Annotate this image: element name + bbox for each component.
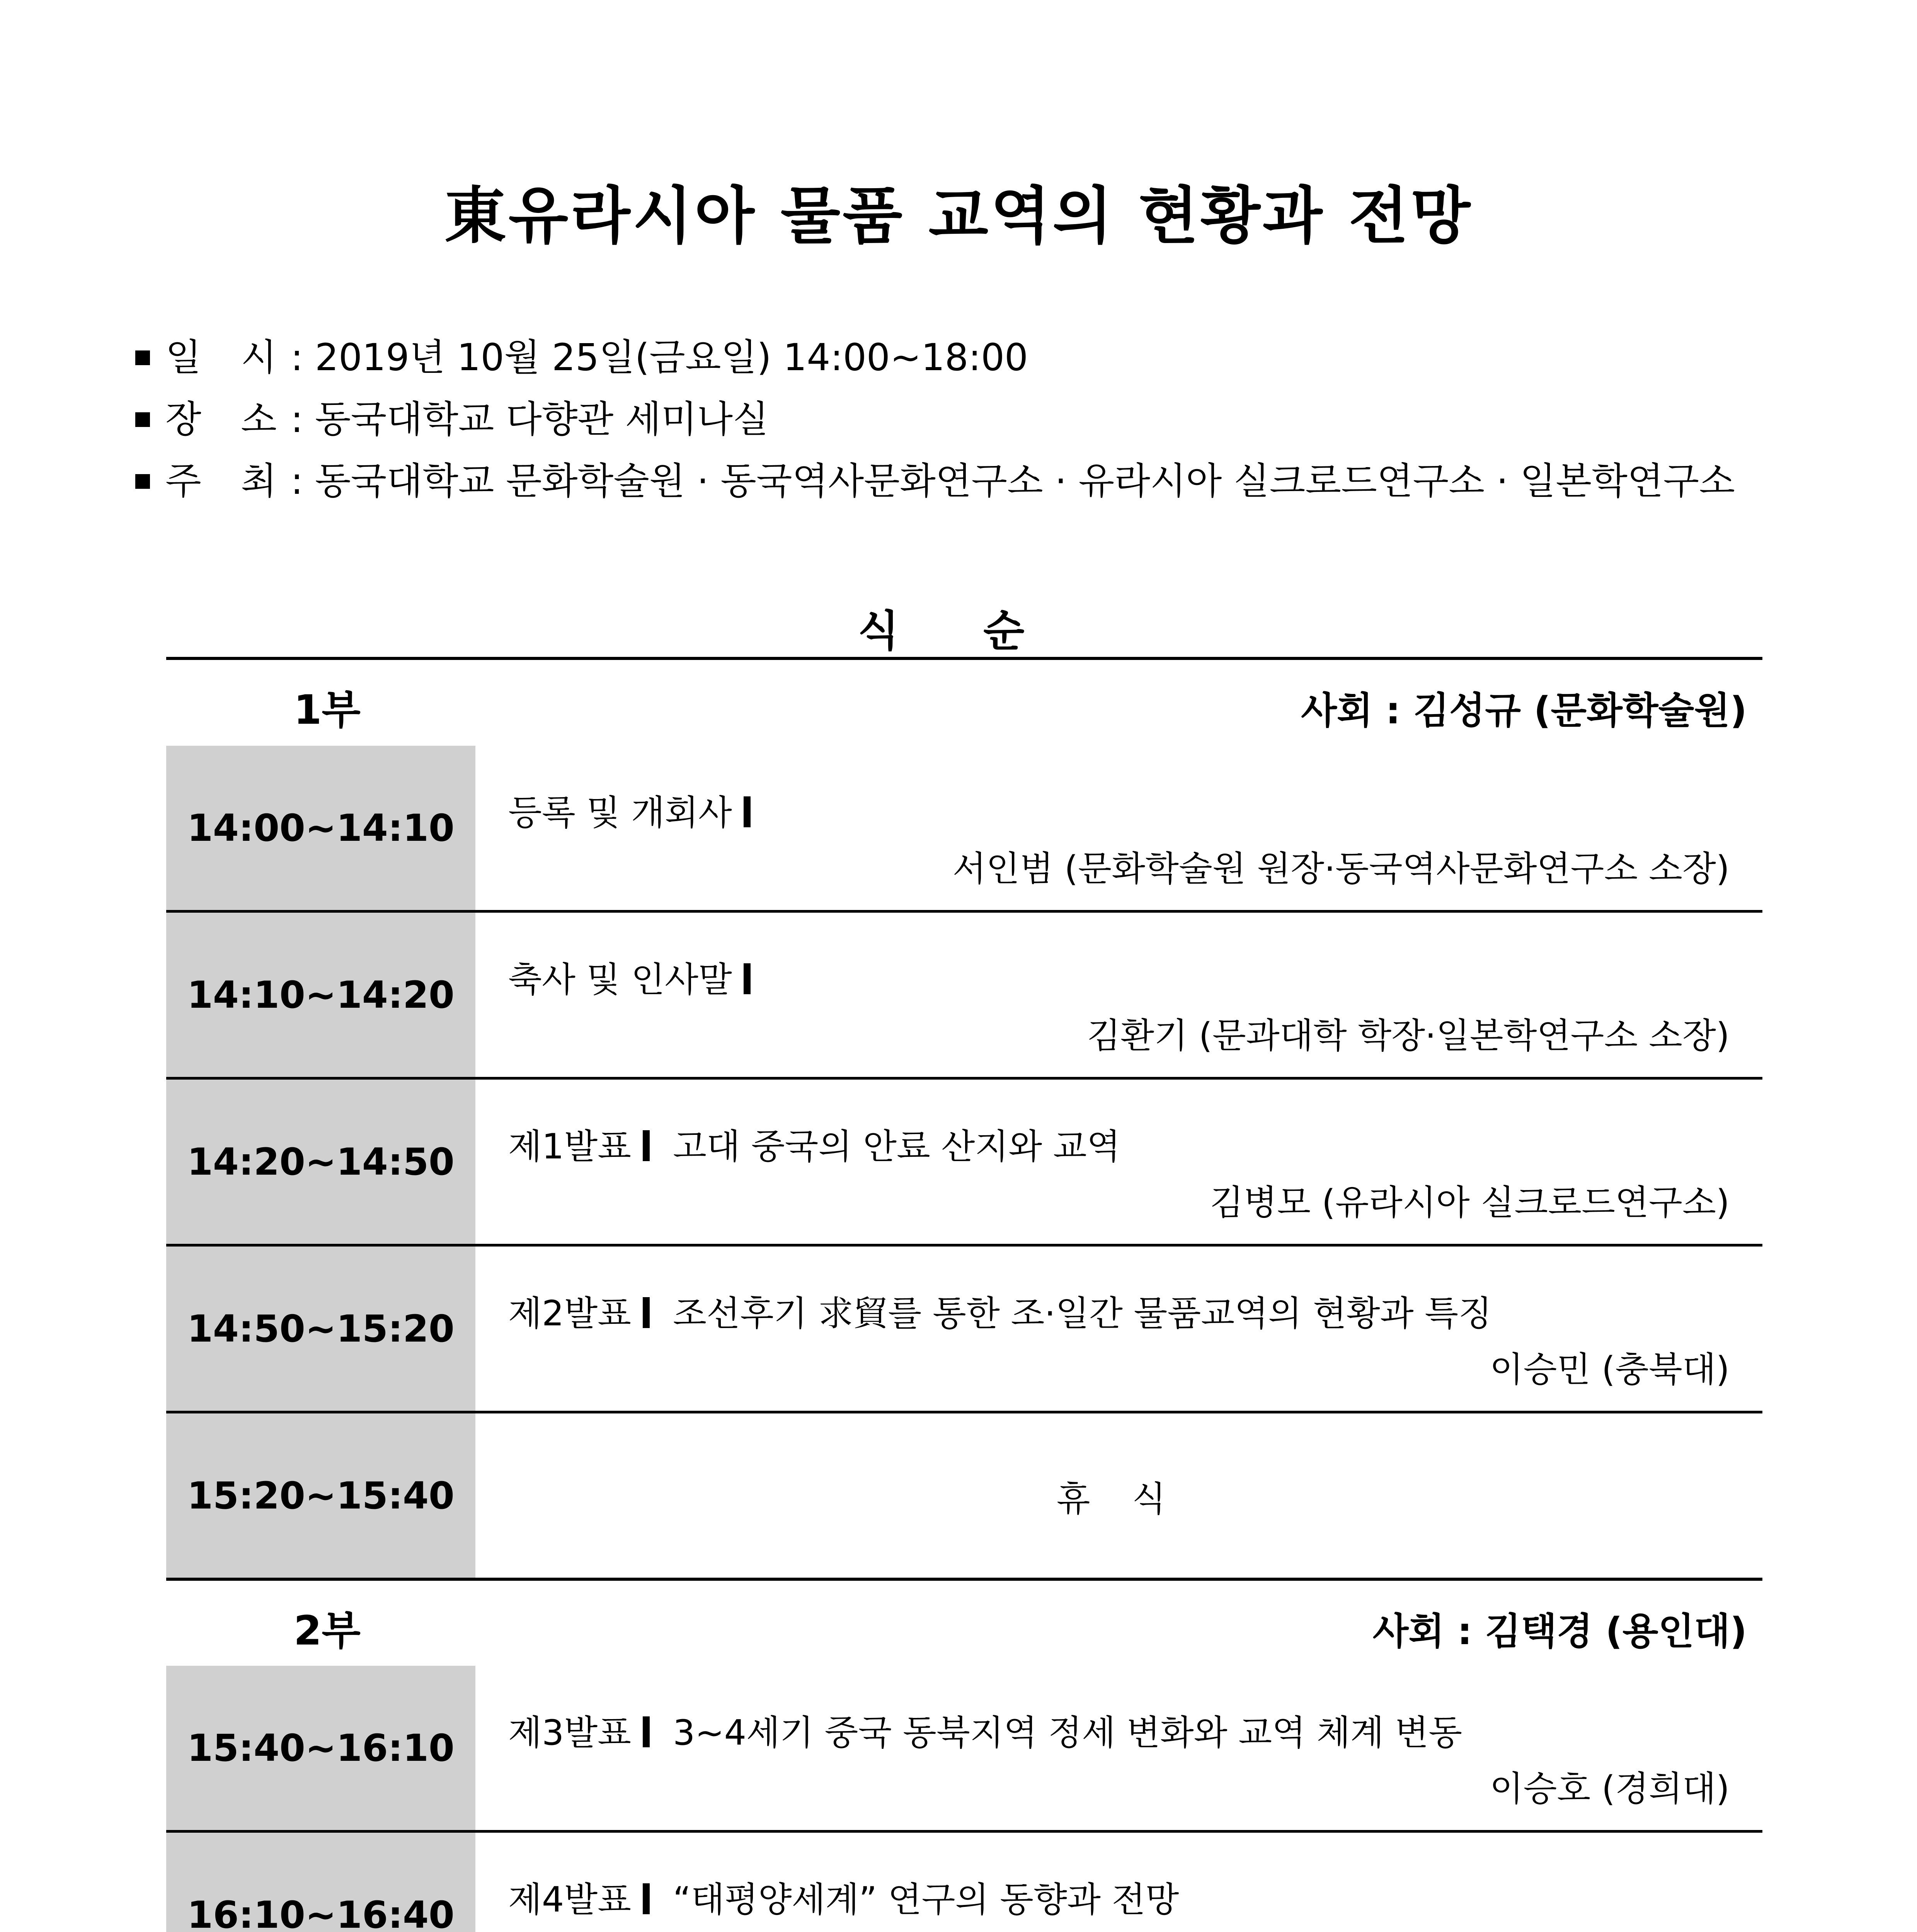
item-label: 제1발표 <box>508 1126 632 1167</box>
part-host: 사회 : 김택경 (용인대) <box>1372 1610 1747 1653</box>
page-title: 東유라시아 물품 교역의 현황과 전망 <box>444 180 1473 252</box>
divider <box>166 1411 1762 1413</box>
program-title: 식 순 <box>858 606 1059 656</box>
divider <box>166 1077 1762 1080</box>
program-row <box>166 1833 1762 1932</box>
break-label: 휴 식 <box>1056 1478 1182 1519</box>
content-cell <box>475 1413 1762 1578</box>
time-cell: 14:20~14:50 <box>166 1080 475 1244</box>
bar-marker-icon <box>643 1130 650 1161</box>
item-topic: “태평양세계” 연구의 동향과 전망 <box>673 1879 1179 1920</box>
time-cell: 15:40~16:10 <box>166 1666 475 1830</box>
item-topic: 조선후기 求貿를 통한 조·일간 물품교역의 현황과 특징 <box>673 1293 1492 1334</box>
divider <box>166 1578 1762 1581</box>
program-row <box>166 1080 1762 1244</box>
square-bullet-icon <box>135 474 150 489</box>
bar-marker-icon <box>643 1716 650 1747</box>
time-cell: 14:50~15:20 <box>166 1247 475 1411</box>
item-label: 제4발표 <box>508 1879 632 1920</box>
program-row <box>166 1247 1762 1411</box>
item-label: 제3발표 <box>508 1713 632 1753</box>
item-speaker: 김환기 (문과대학 학장·일본학연구소 소장) <box>1087 1015 1730 1056</box>
divider <box>166 657 1762 660</box>
bar-marker-icon <box>643 1297 650 1328</box>
part-name: 2부 <box>294 1607 361 1654</box>
time-cell: 14:10~14:20 <box>166 913 475 1077</box>
item-speaker: 이승민 (충북대) <box>1490 1349 1730 1390</box>
divider <box>166 1244 1762 1247</box>
info-place: 장 소: 동국대학교 다향관 세미나실 <box>135 394 1797 444</box>
content-cell <box>475 1833 1762 1932</box>
time-cell: 14:00~14:10 <box>166 746 475 910</box>
part-header-2 <box>166 1581 1762 1666</box>
item-speaker <box>1490 1927 1730 1932</box>
bar-marker-icon <box>744 796 751 827</box>
square-bullet-icon <box>135 412 150 427</box>
item-speaker: 이승호 (경희대) <box>1490 1769 1730 1809</box>
part-host: 사회 : 김성규 (문화학술원) <box>1301 689 1747 732</box>
item-speaker: 김병모 (유라시아 실크로드연구소) <box>1210 1182 1730 1223</box>
content-cell <box>475 746 1762 910</box>
program-row <box>166 1666 1762 1830</box>
square-bullet-icon <box>135 350 150 365</box>
time-cell: 16:10~16:40 <box>166 1833 475 1932</box>
content-cell <box>475 1080 1762 1244</box>
item-topic: 고대 중국의 안료 산지와 교역 <box>673 1126 1120 1167</box>
item-label: 등록 및 개회사 <box>508 793 732 833</box>
content-cell <box>475 1247 1762 1411</box>
bar-marker-icon <box>744 963 751 994</box>
content-cell <box>475 1666 1762 1830</box>
program-row <box>166 913 1762 1077</box>
item-topic: 3~4세기 중국 동북지역 정세 변화와 교역 체계 변동 <box>673 1713 1462 1753</box>
part-name: 1부 <box>294 686 361 733</box>
program-row <box>166 1413 1762 1578</box>
content-cell <box>475 913 1762 1077</box>
bar-marker-icon <box>643 1883 650 1914</box>
item-label: 제2발표 <box>508 1293 632 1334</box>
divider <box>166 1830 1762 1833</box>
time-cell: 15:20~15:40 <box>166 1413 475 1578</box>
item-label: 축사 및 인사말 <box>508 959 732 1000</box>
part-header-1 <box>166 660 1762 745</box>
info-date: 일 시: 2019년 10월 25일(금요일) 14:00~18:00 <box>135 332 1797 383</box>
program-row <box>166 746 1762 910</box>
info-host: 주 최: 동국대학교 문화학술원 · 동국역사문화연구소 · 유라시아 실크로드연구소 · 일본학연구소 <box>135 456 1797 506</box>
divider <box>166 910 1762 913</box>
item-speaker: 서인범 (문화학술원 원장·동국역사문화연구소 소장) <box>952 849 1730 889</box>
